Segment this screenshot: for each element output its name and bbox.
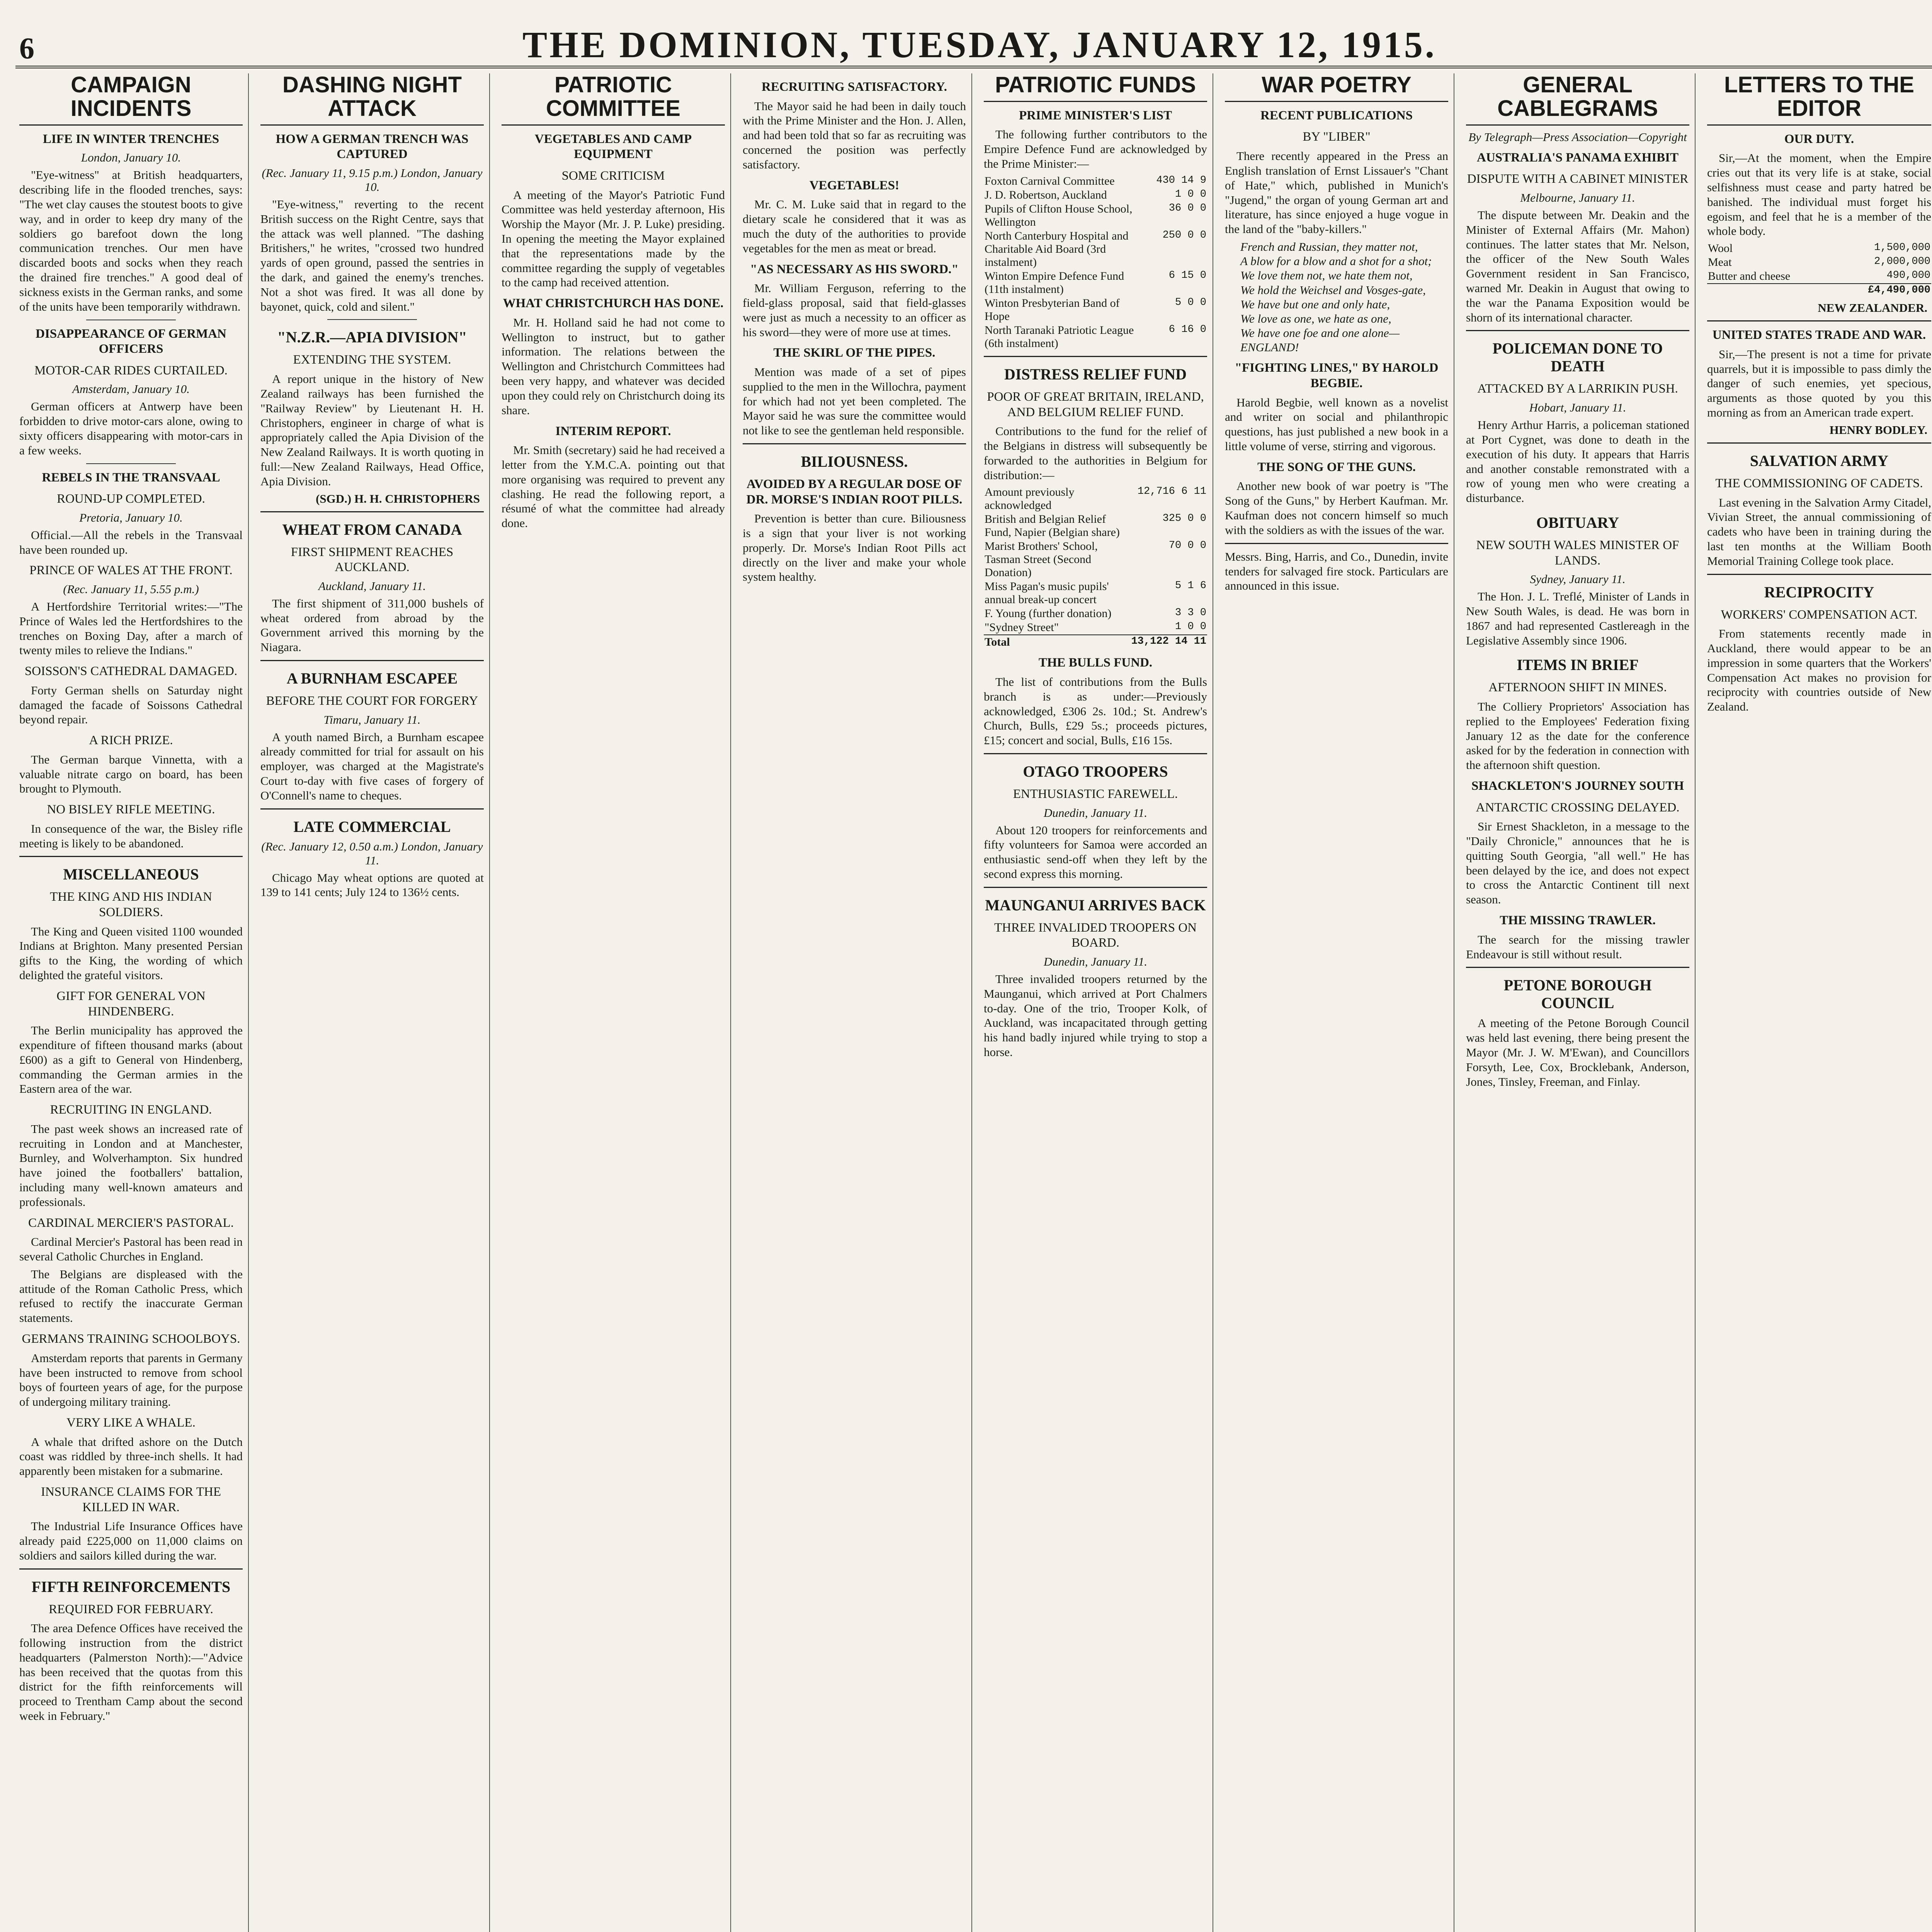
ledger-item: F. Young (further donation) (985, 607, 1112, 620)
total-row (1707, 284, 1931, 296)
ledger-amount: 490,000 (1886, 270, 1930, 282)
ledger-row (1707, 255, 1931, 269)
article-title: NO BISLEY RIFLE MEETING. (47, 803, 215, 817)
ledger-amount: 6 16 0 (1168, 323, 1206, 335)
section-heading: MISCELLANEOUS (63, 866, 199, 883)
article-body: A whale that drifted ashore on the Dutch coast was riddled by three-inch shells. It had apparently been mistaken for a submarine. (19, 1435, 243, 1478)
advertisement-body: Prevention is better than cure. Biliousness is a sign that your liver is not working properly. Dr. Morse's Indian Root Pills act directly on the liver and make your whole system healthy. (743, 512, 966, 584)
article-body: Mr. C. M. Luke said that in regard to the dietary scale he considered that it was as much the duty of the authorities to provide vegetables for the men as meat or bread. (743, 197, 966, 255)
ledger-row (984, 512, 1207, 539)
article-body: The dispute between Mr. Deakin and the Minister of External Affairs (Mr. Mahon) continues. The latter states that Mr. Nelson, the officer of the New South Wales Government resident in San Francisco, warned Mr. Deakin in August that owing to the war the Panama Exposition would be shorn of its international character. (1466, 208, 1689, 324)
article-subtitle: ANTARCTIC CROSSING DELAYED. (1476, 800, 1680, 815)
ledger-row (984, 323, 1207, 350)
section-heading: PATRIOTIC FUNDS (984, 73, 1207, 102)
ledger-amount: 2,000,000 (1874, 256, 1930, 268)
article-subtitle: DISPUTE WITH A CABINET MINISTER (1467, 172, 1689, 186)
article-body: Another new book of war poetry is "The Song of the Guns," by Herbert Kaufman. Mr. Kaufman does not concern himself so much with the soldiers as with the issues of the war. (1225, 479, 1448, 537)
article-subtitle: NEW SOUTH WALES MINISTER OF LANDS. (1476, 538, 1679, 568)
article-title: RECIPROCITY (1764, 583, 1874, 601)
total-amount: £4,490,000 (1864, 284, 1931, 296)
dateline: Dunedin, January 11. (1043, 955, 1148, 969)
page-number: 6 (19, 31, 34, 65)
dateline: Amsterdam, January 10. (72, 382, 190, 396)
article-body: "Eye-witness" at British headquarters, describing life in the flooded trenches, says: "The wet clay causes the stoutest boots to give way, and in order to keep dry many of the soldiers go barefoot down the long communication trenches. Our men have discarded boots and socks when they reach the drained fire trenches." A good deal of sickness exists in the German ranks, and some of the units have been temporarily withdrawn. (19, 168, 243, 313)
article-body: The Berlin municipality has approved the expenditure of fifteen thousand marks (about £600) as a gift to General von Hindenberg, commanding the German armies in the Eastern area of the war. (19, 1024, 243, 1096)
article-subtitle: POOR OF GREAT BRITAIN, IRELAND, AND BELGIUM RELIEF FUND. (987, 389, 1204, 419)
article-subtitle: RECRUITING SATISFACTORY. (762, 80, 947, 94)
article-subtitle: THE COMMISSIONING OF CADETS. (1715, 476, 1923, 490)
article-body: The Industrial Life Insurance Offices have already paid £225,000 on 11,000 claims on soldiers and sailors killed during the war. (19, 1519, 243, 1562)
article-subtitle: BEFORE THE COURT FOR FORGERY (266, 694, 478, 708)
article-title: SALVATION ARMY (1750, 452, 1889, 469)
ledger-item: Winton Empire Defence Fund (11th instalment) (985, 269, 1124, 296)
section-heading: LETTERS TO THE EDITOR (1707, 73, 1931, 126)
article-body: The Hon. J. L. Treflé, Minister of Lands in New South Wales, is dead. He was born in 1867 and had represented Castlereagh in the Legislative Assembly since 1906. (1466, 590, 1689, 647)
article-subtitle: THE SONG OF THE GUNS. (1257, 460, 1416, 474)
ledger-amount: 36 0 0 (1168, 202, 1206, 214)
ledger-amount: 5 1 6 (1175, 580, 1206, 592)
ledger-row (1707, 269, 1931, 284)
ledger-item: Amount previously acknowledged (985, 486, 1075, 512)
column-letters-to-editor (1702, 73, 1932, 1932)
article-title: AUSTRALIA'S PANAMA EXHIBIT (1477, 150, 1679, 165)
dateline: Pretoria, January 10. (79, 510, 183, 524)
newspaper-title: THE DOMINION, TUESDAY, JANUARY 12, 1915. (522, 24, 1437, 65)
article-body: Mr. William Ferguson, referring to the field-glass proposal, said that field-glasses were just as much a necessity to an officer as his sword—they were of more use at times. (743, 281, 966, 339)
ledger-row (984, 202, 1207, 229)
signature: (SGD.) H. H. CHRISTOPHERS (316, 492, 480, 505)
article-body: The search for the missing trawler Endeavour is still without result. (1466, 932, 1689, 961)
article-body: The list of contributions from the Bulls branch is as under:—Previously acknowledged, £306 2s. 10d.; St. Andrew's Church, Bulls, £29 5s.; proceeds pictures, £15; concert and social, Bulls, £16 15s. (984, 675, 1207, 747)
article-title: PRINCE OF WALES AT THE FRONT. (29, 563, 233, 578)
ledger-item: North Taranaki Patriotic League (6th instalment) (985, 323, 1134, 350)
article-title: A RICH PRIZE. (89, 733, 173, 748)
article-body: The Colliery Proprietors' Association has replied to the Employees' Federation fixing January 12 as the date for the conference asked for by the federation in connection with the afternoon shift question. (1466, 699, 1689, 772)
article-subtitle: WORKERS' COMPENSATION ACT. (1721, 607, 1918, 622)
article-title: GIFT FOR GENERAL VON HINDENBERG. (56, 989, 206, 1019)
article-subtitle: THREE INVALIDED TROOPERS ON BOARD. (994, 920, 1197, 950)
article-body: There recently appeared in the Press an English translation of Ernst Lissauer's "Chant of Hate," which, published in Munich's "Jugend," the organ of young German art and literature, has since enjoyed a huge vogue in the land of the "baby-killers." (1225, 149, 1448, 236)
article-subtitle: EXTENDING THE SYSTEM. (293, 353, 451, 367)
column-campaign-incidents (14, 73, 249, 1932)
article-title: THE MISSING TRAWLER. (1500, 913, 1656, 928)
dateline: Timaru, January 11. (323, 713, 421, 726)
ledger-amount: 3 3 0 (1175, 607, 1206, 619)
ledger-amount: 6 15 0 (1168, 269, 1206, 281)
ledger-row (984, 188, 1207, 202)
advertisement-subtitle: AVOIDED BY A REGULAR DOSE OF DR. MORSE'S INDIAN ROOT PILLS. (746, 477, 963, 507)
article-title: GERMANS TRAINING SCHOOLBOYS. (22, 1332, 240, 1346)
ledger-item: Butter and cheese (1708, 270, 1791, 283)
letter-title: OUR DUTY. (1784, 132, 1854, 146)
ledger-amount: 430 14 9 (1156, 174, 1206, 186)
ledger-amount: 1,500,000 (1874, 242, 1930, 254)
article-body: Sir Ernest Shackleton, in a message to the "Daily Chronicle," announces that he is quitting South Georgia, "all well." He has been delayed by the ice, and does not expect to cross the Antarctic Continent till next season. (1466, 820, 1689, 906)
article-body: Forty German shells on Saturday night damaged the facade of Soissons Cathedral beyond repair. (19, 683, 243, 726)
ledger-amount: 70 0 0 (1168, 540, 1206, 552)
article-title: RECRUITING IN ENGLAND. (50, 1103, 212, 1117)
article-title: RECENT PUBLICATIONS (1260, 108, 1413, 122)
section-heading: FIFTH REINFORCEMENTS (31, 1578, 231, 1595)
dateline: Auckland, January 11. (318, 579, 426, 593)
letter-body: Sir,—At the moment, when the Empire cries out that its very life is at stake, social selfishness must cease and party hatred be banished. The individual must forget his egoism, and feel that he is a member of the whole body. (1707, 151, 1931, 238)
article-subtitle: ENTHUSIASTIC FAREWELL. (1013, 787, 1178, 801)
article-body: German officers at Antwerp have been forbidden to drive motor-cars alone, owing to sixty officers disappearing with motor-cars in a few weeks. (19, 400, 243, 457)
ledger-row (984, 580, 1207, 607)
article-title: ITEMS IN BRIEF (1517, 656, 1639, 674)
article-body: A meeting of the Mayor's Patriotic Fund Committee was held yesterday afternoon, His Worship the Mayor (Mr. J. P. Luke) presiding. In opening the meeting the Mayor explained that the representations made by the committee regarding the supply of vegetables to the camp had received attention. (502, 188, 725, 289)
ledger-item: Pupils of Clifton House School, Wellington (985, 202, 1133, 228)
column-dashing-night-attack (255, 73, 490, 1932)
section-heading: WHEAT FROM CANADA (282, 520, 462, 538)
article-body: The King and Queen visited 1100 wounded Indians at Brighton. Many presented Persian gifts to the King, the wording of which delighted the grateful visitors. (19, 924, 243, 982)
article-body: Last evening in the Salvation Army Citadel, Vivian Street, the annual commissioning of cadets who have been in training during the last ten months at the William Booth Memorial Training College took place. (1707, 495, 1931, 568)
article-body: From statements recently made in Auckland, there would appear to be an impression in some quarters that the Workers' Compensation Act makes no provision for reciprocity with countries outside of New Zealand. (1707, 627, 1931, 714)
dateline: (Rec. January 11, 5.55 p.m.) (63, 582, 199, 596)
ledger-item: Marist Brothers' School, Tasman Street (Second Donation) (985, 540, 1098, 579)
article-title: MAUNGANUI ARRIVES BACK (985, 896, 1206, 914)
article-body: The area Defence Offices have received the following instruction from the district headquarters (Palmerston North):—"Advice has been received that the quotas from this district for the fifth reinforcements will proceed to Trentham Camp about the second week in February." (19, 1621, 243, 1723)
ledger-row (984, 621, 1207, 635)
article-title: "N.Z.R.—APIA DIVISION" (277, 328, 467, 346)
section-heading: WAR POETRY (1225, 73, 1448, 102)
ledger-row (984, 539, 1207, 580)
ledger-item: "Sydney Street" (985, 621, 1059, 634)
dateline: Sydney, January 11. (1530, 572, 1626, 586)
article-body: The Mayor said he had been in daily touch with the Prime Minister and the Hon. J. Allen, and had been told that so far as recruiting was concerned the position was perfectly satisfactory. (743, 99, 966, 171)
dateline: Dunedin, January 11. (1043, 806, 1148, 820)
article-title: THE BULLS FUND. (1038, 656, 1153, 670)
poem-excerpt: French and Russian, they matter not, A blow for a blow and a shot for a shot; We love them not, we hate them not, We hold the Weichsel and Vosges-gate, We have but one and only hate, We love as one, we hate as one, We have one foe and one alone— ENGLAND! (1240, 240, 1432, 354)
export-figures (1707, 242, 1931, 296)
section-heading: CAMPAIGN INCIDENTS (19, 73, 243, 126)
ledger-item: J. D. Robertson, Auckland (985, 188, 1107, 201)
article-body: Amsterdam reports that parents in Germany have been instructed to remove from school boys of fourteen years of age, for the purpose of undergoing military training. (19, 1351, 243, 1409)
article-subtitle: SOME CRITICISM (561, 168, 665, 183)
ledger-item: Foxton Carnival Committee (985, 174, 1115, 187)
masthead (15, 15, 1932, 68)
article-subtitle: FIRST SHIPMENT REACHES AUCKLAND. (291, 545, 454, 575)
article-body: A report unique in the history of New Zealand railways has been furnished the "Railway Review" by Lieutenant H. H. Christophers, engineer in charge of what is appropriately called the Apia Division of the New Zealand Railways. It is worth quoting in full:—New Zealand Railways, Head Office, Apia Division. (260, 372, 484, 488)
ledger-row (984, 269, 1207, 296)
section-heading: LATE COMMERCIAL (293, 818, 451, 835)
column-patriotic-committee (496, 73, 731, 1932)
article-body: Official.—All the rebels in the Transvaal have been rounded up. (19, 528, 243, 556)
article-subtitle: ROUND-UP COMPLETED. (57, 492, 205, 506)
article-title: REBELS IN THE TRANSVAAL (42, 470, 220, 485)
article-subtitle: THE SKIRL OF THE PIPES. (773, 346, 935, 360)
article-body: Mr. Smith (secretary) said he had received a letter from the Y.M.C.A. pointing out that more organising was required to prevent any clashing. He read the following report, a résumé of what the committee had already done. (502, 443, 725, 530)
article-body: A meeting of the Petone Borough Council was held last evening, there being present the Mayor (Mr. J. W. M'Ewan), and Councillors Forsyth, Lee, Cox, Brocklebank, Anderson, Jones, Tinsley, Freeman, and Finlay. (1466, 1016, 1689, 1088)
contribution-list (984, 485, 1207, 649)
total-row (984, 635, 1207, 649)
ledger-row (984, 607, 1207, 621)
article-title: INSURANCE CLAIMS FOR THE KILLED IN WAR. (41, 1485, 221, 1514)
section-heading: GENERAL CABLEGRAMS (1466, 73, 1689, 126)
article-title: SOISSON'S CATHEDRAL DAMAGED. (24, 664, 238, 679)
ledger-amount: 5 0 0 (1175, 296, 1206, 308)
article-title: CARDINAL MERCIER'S PASTORAL. (28, 1216, 234, 1230)
article-title: OTAGO TROOPERS (1023, 763, 1168, 781)
article-title: PETONE BOROUGH COUNCIL (1503, 976, 1652, 1012)
ledger-item: Miss Pagan's music pupils' annual break-up concert (985, 580, 1109, 606)
article-title: DISAPPEARANCE OF GERMAN OFFICERS (36, 327, 226, 356)
article-body: Cardinal Mercier's Pastoral has been read in several Catholic Churches in England. (19, 1235, 243, 1264)
ledger-row (1707, 242, 1931, 255)
dateline: London, January 10. (81, 151, 181, 165)
article-subtitle: ATTACKED BY A LARRIKIN PUSH. (1477, 382, 1678, 396)
ledger-item: North Canterbury Hospital and Charitable Aid Board (3rd instalment) (985, 229, 1129, 269)
article-body: A Hertfordshire Territorial writes:—"The Prince of Wales led the Hertfordshires to the trenches on Boxing Day, after a march of twenty miles to relieve the Indians." (19, 599, 243, 657)
ledger-row (984, 174, 1207, 188)
article-title: HOW A GERMAN TRENCH WAS CAPTURED (276, 132, 469, 162)
column-general-cablegrams (1461, 73, 1696, 1932)
ledger-item: Winton Presbyterian Band of Hope (985, 296, 1120, 323)
advertisement-title: BILIOUSNESS. (801, 453, 908, 470)
article-body: The following further contributors to the Empire Defence Fund are acknowledged by the Prime Minister:— (984, 128, 1207, 171)
article-body: The first shipment of 311,000 bushels of wheat ordered from abroad by the Government arrived this morning by the Niagara. (260, 596, 484, 654)
ledger-row (984, 296, 1207, 323)
article-body: In consequence of the war, the Bisley rifle meeting is likely to be abandoned. (19, 821, 243, 850)
article-subtitle: THE KING AND HIS INDIAN SOLDIERS. (50, 890, 212, 920)
contribution-list (984, 174, 1207, 350)
article-body: Harold Begbie, well known as a novelist and writer on social and philanthropic questions, has just published a new book in a little volume of verse, stirring and vigorous. (1225, 395, 1448, 453)
article-subtitle: "AS NECESSARY AS HIS SWORD." (750, 262, 959, 276)
article-subtitle: REQUIRED FOR FEBRUARY. (49, 1602, 213, 1616)
section-heading: PATRIOTIC COMMITTEE (502, 73, 725, 126)
article-body: Mention was made of a set of pipes supplied to the men in the Willochra, payment for which had not yet been completed. The Mayor said he was sure the committee would not like to see the gentleman held responsible. (743, 365, 966, 437)
dateline: Melbourne, January 11. (1520, 190, 1635, 204)
article-body: Mr. H. Holland said he had not come to Wellington to instruct, but to gather information. The relations between the Wellington and Christchurch Committees had been very happy, and whatever was decided upon they could rely on Christchurch doing its share. (502, 315, 725, 417)
letter-signature: HENRY BODLEY. (1829, 423, 1927, 437)
article-body: About 120 troopers for reinforcements and fifty volunteers for Samoa were accorded an enthusiastic send-off when they left by the second express this morning. (984, 823, 1207, 881)
article-title: DISTRESS RELIEF FUND (1004, 365, 1187, 383)
column-patriotic-funds (978, 73, 1213, 1932)
dateline: (Rec. January 12, 0.50 a.m.) London, January 11. (261, 839, 483, 867)
article-subtitle: AFTERNOON SHIFT IN MINES. (1488, 680, 1667, 695)
total-label: Total (984, 635, 1131, 649)
letter-body: Sir,—The present is not a time for private quarrels, but it is impossible to pass dimly the danger of such enemies, yet specious, arguments as those quoted by you this morning as from an American trade expert. (1707, 347, 1931, 420)
article-subtitle: "FIGHTING LINES," BY HAROLD BEGBIE. (1235, 361, 1439, 391)
column-war-poetry (1219, 73, 1454, 1932)
copyright-line: By Telegraph—Press Association—Copyright (1468, 130, 1687, 144)
dateline: (Rec. January 11, 9.15 p.m.) London, January 10. (262, 166, 483, 194)
article-body: Three invalided troopers returned by the Maunganui, which arrived at Port Chalmers to-day. One of the trio, Trooper Kolk, of Auckland, was incapacitated through getting his hand badly injured while trying to stop a horse. (984, 972, 1207, 1059)
ledger-item: Meat (1708, 256, 1732, 269)
article-title: VEGETABLES AND CAMP EQUIPMENT (534, 132, 692, 162)
article-title: OBITUARY (1536, 514, 1619, 531)
notice: Messrs. Bing, Harris, and Co., Dunedin, invite tenders for salvaged fire stock. Particulars are announced in this issue. (1225, 549, 1448, 593)
article-subtitle: INTERIM REPORT. (555, 424, 671, 438)
article-body: A youth named Birch, a Burnham escapee already committed for trial for assault on his employer, was charged at the Magistrate's Court to-day with five cases of forgery of O'Connell's name to cheques. (260, 730, 484, 802)
ledger-amount: 250 0 0 (1162, 229, 1206, 241)
letter-title: UNITED STATES TRADE AND WAR. (1712, 328, 1926, 342)
ledger-item: Wool (1708, 242, 1733, 255)
letter-signature: NEW ZEALANDER. (1818, 301, 1927, 315)
article-body: "Eye-witness," reverting to the recent British success on the Right Centre, says that the attack was well planned. "The dashing Britishers," he writes, "crossed two hundred yards of open ground, passed the sentries in the dark, and gained the enemy's trenches. Not a shot was fired. It was all done by bayonet, quick, cold and silent." (260, 197, 484, 313)
article-body: The past week shows an increased rate of recruiting in London and at Manchester, Burnley, and Wolverhampton. Six hundred have joined the footballers' battalion, including many well-known amateurs and professionals. (19, 1122, 243, 1209)
total-amount: 13,122 14 11 (1131, 635, 1207, 649)
article-byline: BY "LIBER" (1303, 130, 1371, 144)
ledger-amount: 325 0 0 (1162, 513, 1206, 525)
article-title: SHACKLETON'S JOURNEY SOUTH (1471, 779, 1684, 793)
dateline: Hobart, January 11. (1529, 401, 1626, 415)
ledger-amount: 1 0 0 (1175, 188, 1206, 200)
article-title: LIFE IN WINTER TRENCHES (43, 132, 219, 146)
ledger-row (984, 229, 1207, 269)
article-title: PRIME MINISTER'S LIST (1019, 108, 1172, 122)
article-subtitle: MOTOR-CAR RIDES CURTAILED. (34, 363, 228, 378)
article-subtitle: WHAT CHRISTCHURCH HAS DONE. (503, 296, 724, 311)
column-patriotic-committee-continued (737, 73, 972, 1932)
ledger-amount: 12,716 6 11 (1137, 486, 1206, 498)
article-body: Contributions to the fund for the relief of the Belgians in distress will subsequently be forwarded to the authorities in Belgium for distribution:— (984, 424, 1207, 482)
ledger-amount: 1 0 0 (1175, 621, 1206, 633)
article-title: POLICEMAN DONE TO DEATH (1492, 340, 1663, 375)
ledger-row (984, 485, 1207, 512)
article-subtitle: VEGETABLES! (809, 178, 900, 192)
article-body: The Belgians are displeased with the attitude of the Roman Catholic Press, which refused to rectify the inaccurate German statements. (19, 1267, 243, 1325)
ledger-item: British and Belgian Relief Fund, Napier (Belgian share) (985, 513, 1120, 539)
article-body: Chicago May wheat options are quoted at 139 to 141 cents; July 124 to 136½ cents. (260, 871, 484, 899)
article-body: Henry Arthur Harris, a policeman stationed at Port Cygnet, was done to death in the execution of his duty. It appears that Harris and another constable remonstrated with a row of young men who were creating a disturbance. (1466, 418, 1689, 505)
article-body: The German barque Vinnetta, with a valuable nitrate cargo on board, has been brought to Plymouth. (19, 752, 243, 796)
section-heading: DASHING NIGHT ATTACK (260, 73, 484, 126)
article-title: VERY LIKE A WHALE. (66, 1415, 196, 1430)
section-heading: A BURNHAM ESCAPEE (286, 670, 458, 687)
